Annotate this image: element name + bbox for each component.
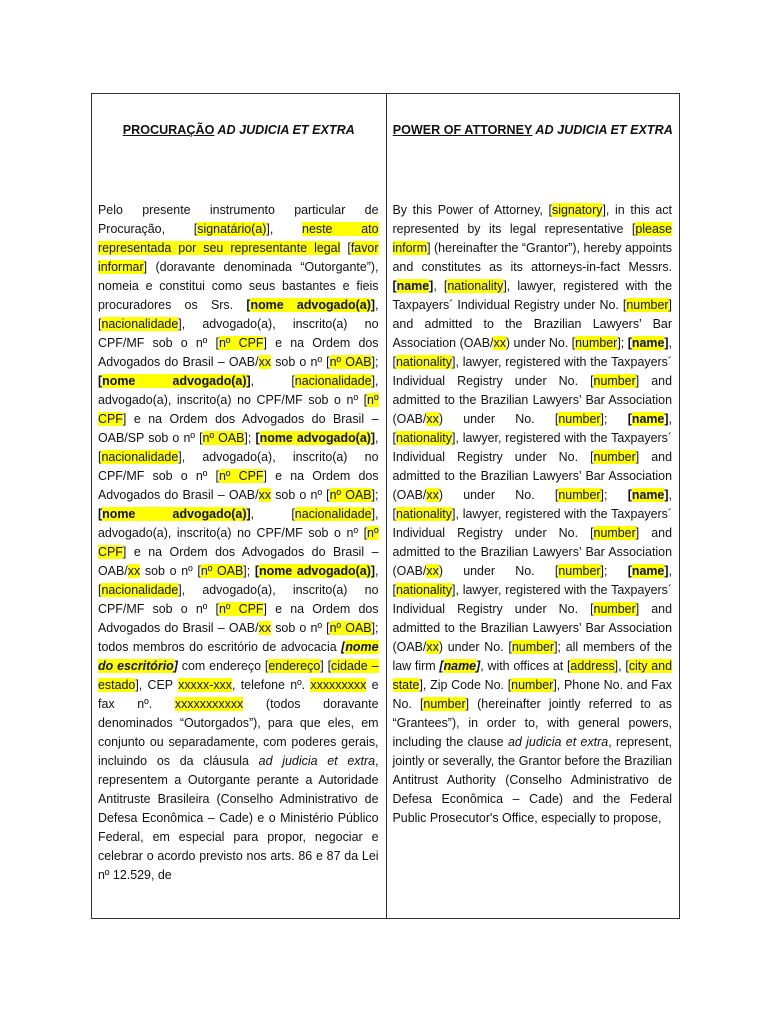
english-title — [387, 123, 680, 137]
placeholder-field: number — [558, 488, 601, 502]
body-text-run: ]; — [600, 412, 628, 426]
placeholder-field: favor informar — [98, 241, 379, 274]
placeholder-field: signatário(a) — [197, 222, 267, 236]
placeholder-field: please inform — [392, 222, 672, 255]
placeholder-field: xx — [426, 412, 439, 426]
placeholder-field: number — [593, 602, 636, 616]
placeholder-field: nacionalidade — [294, 507, 372, 521]
placeholder-field: name — [631, 412, 665, 426]
placeholder-field: nacionalidade — [294, 374, 372, 388]
portuguese-body — [98, 201, 379, 885]
portuguese-title-suffix: AD JUDICIA ET EXTRA — [214, 123, 355, 137]
body-text-run: ], lawyer, registered with the Taxpayers´ Individual Registry under No. [ — [392, 507, 672, 540]
body-text-run: [ — [627, 336, 632, 350]
placeholder-field: nº CPF — [98, 393, 379, 426]
body-text-run: (todos doravante denominados “Outorgados”), para que eles, em conjunto ou separadamente, com poderes gerais, incluindo os da cláusula — [98, 697, 379, 768]
body-text-run: ] and admitted to the Brazilian Lawyers’ Bar Association (OAB/ — [392, 526, 672, 578]
placeholder-field: xx — [258, 621, 271, 635]
placeholder-field: number — [593, 526, 636, 540]
placeholder-field: number — [575, 336, 618, 350]
placeholder-field: nome advogado(a) — [259, 564, 371, 578]
english-title-main: POWER OF ATTORNEY — [392, 123, 533, 137]
body-text-run: ]; — [244, 431, 256, 445]
english-body — [393, 201, 673, 828]
placeholder-field: number — [423, 697, 466, 711]
body-text-run: [ — [439, 659, 444, 673]
body-text-run: ] (doravante denominada “Outorgante”), nomeia e constitui como seus bastantes e fieis procuradores os Srs. — [98, 260, 379, 312]
body-text-run: [ — [627, 564, 632, 578]
placeholder-field: nº CPF — [218, 469, 264, 483]
placeholder-field: cidade – estado — [98, 659, 379, 692]
placeholder-field: nacionalidade — [101, 317, 179, 331]
body-text-run: ] and admitted to the Brazilian Lawyers’ Bar Association (OAB/ — [392, 602, 672, 654]
placeholder-field: nationality — [395, 431, 452, 445]
placeholder-field: nº OAB — [202, 431, 245, 445]
body-text-run: By this Power of Attorney, [ — [392, 203, 552, 217]
placeholder-field: nº OAB — [200, 564, 244, 578]
placeholder-field: xx — [258, 355, 271, 369]
body-text-run: ]; — [600, 488, 628, 502]
body-text-run: ad judicia et extra — [258, 754, 376, 768]
placeholder-field: number — [558, 564, 601, 578]
body-text-run: ], lawyer, registered with the Taxpayers´ Individual Registry under No. [ — [392, 583, 672, 616]
placeholder-field: number — [626, 298, 669, 312]
body-text-run: ] e na Ordem dos Advogados do Brasil – OAB/ — [98, 336, 379, 369]
placeholder-field: nº CPF — [98, 526, 379, 559]
body-text-run: [ — [627, 488, 632, 502]
body-text-run: ] [ — [320, 659, 332, 673]
body-text-run: ], Phone No. and Fax No. [ — [392, 678, 672, 711]
placeholder-field: xx — [426, 564, 439, 578]
placeholder-field: xx — [127, 564, 141, 578]
body-text-run: ], in this act represented by its legal representative [ — [392, 203, 672, 236]
body-text-run: [ — [98, 507, 103, 521]
body-text-run: ] and admitted to the Brazilian Lawyers’ Bar Association (OAB/ — [392, 298, 672, 350]
body-text-run: ] — [664, 412, 669, 426]
body-text-run: ], advogado(a), inscrito(a) no CPF/MF sob o nº [ — [98, 507, 379, 540]
body-text-run: , [ — [250, 374, 295, 388]
body-text-run: ] — [370, 564, 376, 578]
body-text-run: ]; — [243, 564, 255, 578]
body-text-run: [ — [392, 279, 397, 293]
body-text-run: sob o nº [ — [271, 355, 330, 369]
body-text-run: ] e na Ordem dos Advogados do Brasil – OAB/SP sob o nº [ — [98, 412, 379, 445]
body-text-run: ) under No. [ — [505, 336, 576, 350]
placeholder-field: number — [511, 678, 554, 692]
body-text-run: ] (hereinafter jointly referred to as “Grantees”), in order to, with general powers, including the clause — [392, 697, 672, 749]
body-text-run: sob o nº [ — [140, 564, 201, 578]
body-text-run: com endereço [ — [177, 659, 269, 673]
body-text-run: , representem a Outorgante perante a Autoridade Antitruste Brasileira (Conselho Administrativo de Defesa Econômica – Cade) e o Ministério Público Federal, em especial para propor, negociar e celebrar o acordo previsto nos arts. 86 e 87 da Lei nº 12.529, de — [98, 754, 379, 882]
placeholder-field: xx — [426, 488, 439, 502]
body-text-run: ] — [173, 659, 178, 673]
placeholder-field: xxxxxxxxx — [310, 678, 367, 692]
body-text-run: ) under No. [ — [438, 640, 512, 654]
placeholder-field: number — [558, 412, 601, 426]
placeholder-field: nº OAB — [329, 488, 372, 502]
body-text-run: [ — [340, 241, 351, 255]
placeholder-field: nº OAB — [329, 355, 372, 369]
body-text-run: ]; all members of the law firm — [392, 640, 672, 673]
placeholder-field: xx — [493, 336, 506, 350]
body-text-run: ] e na Ordem dos Advogados do Brasil – OAB/ — [98, 469, 379, 502]
body-text-run: , [ — [392, 564, 672, 597]
portuguese-title-main: PROCURAÇÃO — [122, 123, 215, 137]
placeholder-field: number — [593, 450, 636, 464]
body-text-run: ], CEP — [135, 678, 179, 692]
placeholder-field: nacionalidade — [101, 583, 179, 597]
placeholder-field: signatory — [551, 203, 603, 217]
body-text-run: ) under No. [ — [438, 564, 559, 578]
placeholder-field: address — [570, 659, 615, 673]
portuguese-title — [92, 123, 386, 137]
body-text-run: ] — [476, 659, 481, 673]
placeholder-field: nome advogado(a) — [259, 431, 371, 445]
body-text-run: ] — [429, 279, 434, 293]
body-text-run: ], lawyer, registered with the Taxpayers´ Individual Registry under No. [ — [392, 355, 672, 388]
body-text-run: ) under No. [ — [438, 412, 559, 426]
placeholder-field: xxxxxxxxxxx — [174, 697, 244, 711]
body-text-run: ad judicia et extra — [507, 735, 609, 749]
placeholder-field: nationality — [447, 279, 504, 293]
body-text-run: ] — [370, 298, 376, 312]
body-text-run: ] e na Ordem dos Advogados do Brasil – OAB/ — [98, 545, 379, 578]
body-text-run: Pelo presente instrumento particular de Procuração, [ — [98, 203, 379, 236]
placeholder-field: nationality — [395, 583, 452, 597]
placeholder-field: number — [593, 374, 636, 388]
placeholder-field: nome advogado(a) — [250, 298, 371, 312]
body-text-run: [ — [254, 564, 260, 578]
placeholder-field: nº CPF — [218, 336, 264, 350]
body-text-run: sob o nº [ — [271, 488, 330, 502]
placeholder-field: name — [631, 336, 665, 350]
body-text-run: [ — [98, 374, 103, 388]
placeholder-field: number — [511, 640, 555, 654]
placeholder-field: name — [396, 279, 430, 293]
body-text-run: , [ — [392, 488, 672, 521]
body-text-run: [ — [255, 431, 260, 445]
body-text-run: , [ — [433, 279, 448, 293]
body-text-run: ]; — [371, 488, 379, 502]
body-text-run: ]; — [371, 355, 379, 369]
body-text-run: , [ — [392, 412, 672, 445]
body-text-run: ]; — [617, 336, 628, 350]
body-text-run: sob o nº [ — [271, 621, 330, 635]
body-text-run: ] — [370, 431, 376, 445]
body-text-run: ]; todos membros do escritório de advocacia — [98, 621, 379, 654]
placeholder-field: nº CPF — [218, 602, 264, 616]
placeholder-field: nome advogado(a) — [102, 507, 247, 521]
body-text-run: ] — [246, 507, 251, 521]
body-text-run: ], — [266, 222, 303, 236]
body-text-run: ], lawyer, registered with the Taxpayers´ Individual Registry under No. [ — [392, 431, 672, 464]
placeholder-field: xx — [426, 640, 439, 654]
bilingual-document-table — [91, 93, 680, 919]
body-text-run: ], advogado(a), inscrito(a) no CPF/MF sob o nº [ — [98, 583, 379, 616]
english-column — [386, 94, 680, 918]
body-text-run: [ — [341, 640, 346, 654]
body-text-run: ], advogado(a), inscrito(a) no CPF/MF sob o nº [ — [98, 374, 379, 407]
placeholder-field: endereço — [268, 659, 321, 673]
body-text-run: , [ — [98, 564, 379, 597]
body-text-run: , with offices at [ — [480, 659, 571, 673]
body-text-run: ] — [664, 336, 669, 350]
body-text-run: , [ — [98, 431, 379, 464]
body-text-run: ] — [664, 564, 669, 578]
body-text-run: , [ — [250, 507, 295, 521]
placeholder-field: xx — [258, 488, 271, 502]
english-title-suffix: AD JUDICIA ET EXTRA — [532, 123, 673, 137]
body-text-run: , telefone nº. — [232, 678, 311, 692]
body-text-run: ] — [246, 374, 251, 388]
placeholder-field: xxxxx-xxx — [178, 678, 232, 692]
body-text-run: ], lawyer, registered with the Taxpayers´ Individual Registry under No. [ — [392, 279, 672, 312]
placeholder-field: nome do escritório — [98, 640, 379, 673]
body-text-run: ] (hereinafter the “Grantor”), hereby appoints and constitutes as its attorneys-in-fact Messrs. — [392, 241, 672, 274]
placeholder-field: nationality — [395, 355, 452, 369]
placeholder-field: name — [631, 488, 665, 502]
body-text-run: ]; — [600, 564, 628, 578]
body-text-run: e fax nº. — [98, 678, 379, 711]
body-text-run: ], advogado(a), inscrito(a) no CPF/MF sob o nº [ — [98, 450, 379, 483]
placeholder-field: neste ato representada por seu representante legal — [98, 222, 379, 255]
body-text-run: ] and admitted to the Brazilian Lawyers’ Bar Association (OAB/ — [392, 374, 672, 426]
body-text-run: , [ — [392, 336, 672, 369]
body-text-run: ] e na Ordem dos Advogados do Brasil – OAB/ — [98, 602, 379, 635]
body-text-run: ], advogado(a), inscrito(a) no CPF/MF sob o nº [ — [98, 317, 379, 350]
placeholder-field: name — [631, 564, 665, 578]
body-text-run: , represent, jointly or severally, the Grantor before the Brazilian Antitrust Authority (Conselho Administrativo de Defesa Econômica – Cade) and the Federal Public Prosecutor's Office, especially to propose, — [392, 735, 673, 825]
placeholder-field: nome advogado(a) — [102, 374, 247, 388]
placeholder-field: name — [443, 659, 477, 673]
body-text-run: ] — [664, 488, 669, 502]
placeholder-field: nationality — [395, 507, 452, 521]
placeholder-field: city and state — [392, 659, 672, 692]
body-text-run: [ — [627, 412, 632, 426]
portuguese-column — [92, 94, 386, 918]
body-text-run: ], Zip Code No. [ — [419, 678, 512, 692]
body-text-run: ], [ — [614, 659, 629, 673]
placeholder-field: nacionalidade — [101, 450, 179, 464]
body-text-run: ] and admitted to the Brazilian Lawyers’ Bar Association (OAB/ — [392, 450, 672, 502]
placeholder-field: nº OAB — [329, 621, 372, 635]
body-text-run: , [ — [98, 298, 379, 331]
body-text-run: [ — [246, 298, 251, 312]
body-text-run: ) under No. [ — [438, 488, 559, 502]
